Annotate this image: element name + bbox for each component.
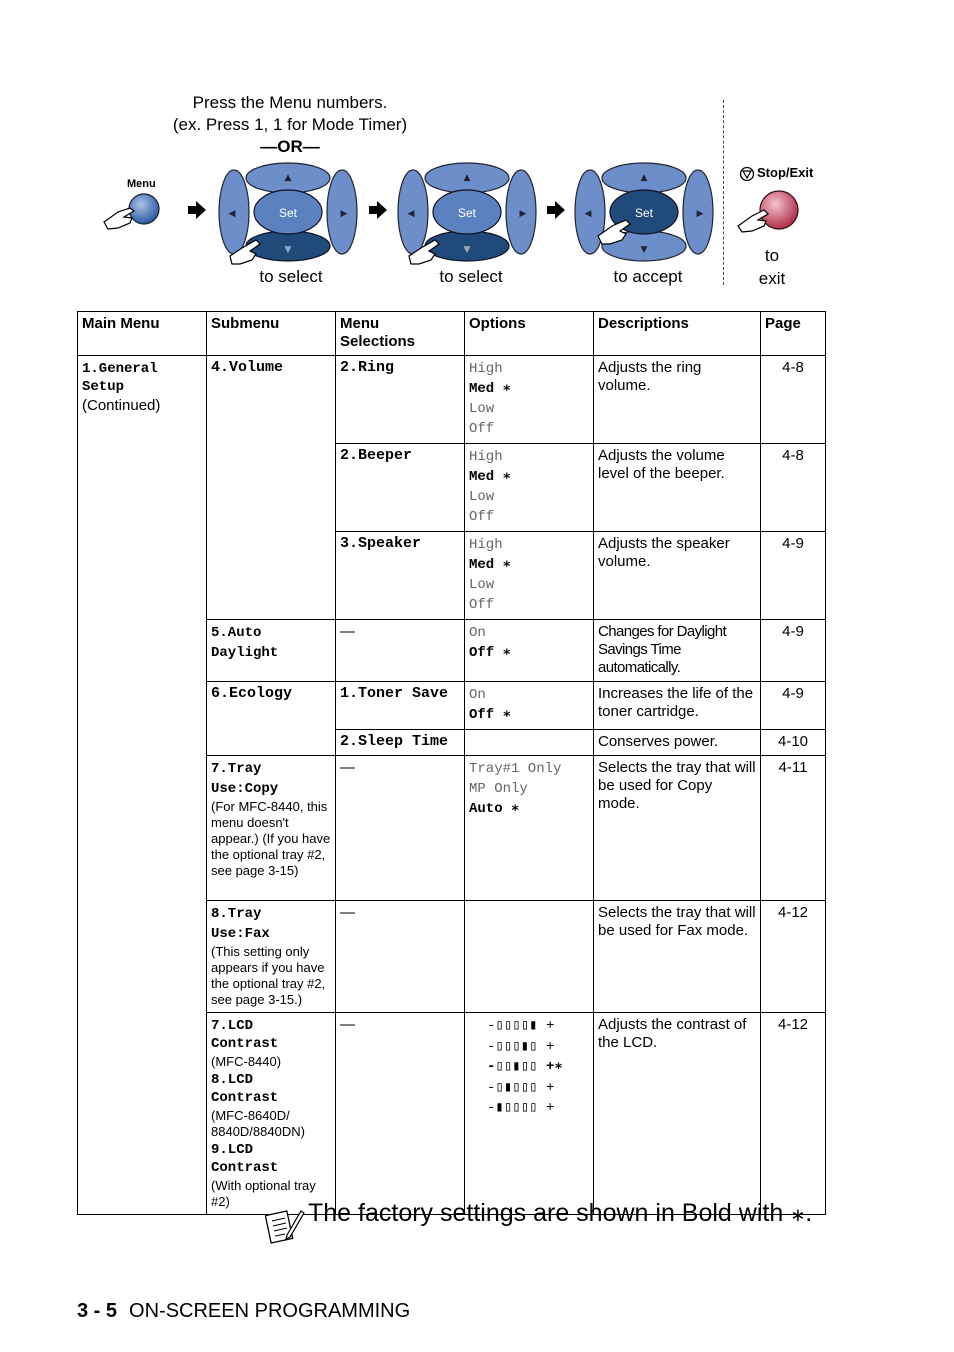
page-ring: 4-8 (761, 356, 826, 444)
page-tray-copy: 4-11 (761, 756, 826, 901)
step-3-caption: to accept (613, 267, 683, 286)
svg-text:▼: ▼ (463, 245, 471, 255)
table-header-row (78, 312, 826, 356)
svg-text:▲: ▲ (284, 173, 292, 183)
options-lcd-contrast (465, 1013, 594, 1215)
step-1-caption: to select (259, 267, 323, 286)
header-page: Page (761, 312, 826, 356)
instruction-block (150, 92, 430, 158)
selection-tray-copy: — (336, 756, 465, 901)
menu-button-icon (100, 190, 165, 235)
dashed-divider (723, 100, 724, 285)
page-beeper: 4-8 (761, 444, 826, 532)
stop-exit-button-icon (734, 188, 804, 236)
contrast-level: -▮▯▯▯▯ + (487, 1100, 555, 1116)
nav-pad-select-down-icon (395, 160, 540, 268)
submenu-auto-daylight: 5.Auto Daylight (207, 620, 336, 682)
section-title: ON-SCREEN PROGRAMMING (129, 1300, 411, 1322)
svg-text:▼: ▼ (284, 245, 292, 255)
or-label: —OR— (260, 137, 320, 156)
submenu-ecology: 6.Ecology (207, 682, 336, 756)
page-auto-daylight: 4-9 (761, 620, 826, 682)
page-sleep-time: 4-10 (761, 730, 826, 756)
svg-text:▲: ▲ (463, 173, 471, 183)
nav-pad-set-icon (572, 160, 717, 268)
selection-ring: 2.Ring (336, 356, 465, 444)
menu-button-label: Menu (127, 178, 156, 190)
default-marker-icon: ∗ (502, 645, 512, 661)
arrow-right-icon (186, 200, 208, 220)
nav-pad-select-down-icon (216, 160, 361, 268)
contrast-level-default: -▯▯▮▯▯ +∗ (487, 1059, 563, 1075)
options-auto-daylight: On Off ∗ (465, 620, 594, 682)
selection-toner-save: 1.Toner Save (336, 682, 465, 730)
svg-text:▶: ▶ (340, 209, 348, 219)
svg-text:◀: ◀ (228, 209, 236, 219)
factory-settings-note: The factory settings are shown in Bold with ∗. (308, 1199, 813, 1227)
header-menu-selections: Menu Selections (336, 312, 465, 356)
header-submenu: Submenu (207, 312, 336, 356)
contrast-level: -▯▮▯▯▯ + (487, 1079, 555, 1096)
description-beeper: Adjusts the volume level of the beeper. (594, 444, 761, 532)
contrast-level: -▯▯▯▯▮ + (487, 1018, 555, 1034)
submenu-lcd-contrast: 7.LCD Contrast (MFC-8440) 8.LCD Contrast (MFC-8640D/ 8840D/8840DN) 9.LCD Contrast (With optional tray #2) (207, 1013, 336, 1215)
page-speaker: 4-9 (761, 532, 826, 620)
selection-beeper: 2.Beeper (336, 444, 465, 532)
description-ring: Adjusts the ring volume. (594, 356, 761, 444)
default-marker-icon: ∗ (554, 1059, 563, 1075)
contrast-level: -▯▯▯▮▯ + (487, 1038, 555, 1055)
arrow-right-icon (367, 200, 389, 220)
stop-exit-label: Stop/Exit (757, 165, 814, 180)
set-label: Set (457, 206, 477, 220)
description-tray-copy: Selects the tray that will be used for Copy mode. (594, 756, 761, 901)
main-menu-cell: 1.General Setup (Continued) (78, 356, 207, 1215)
svg-text:◀: ◀ (584, 209, 592, 219)
page-footer (77, 1300, 410, 1323)
options-speaker: High Med ∗ Low Off (465, 532, 594, 620)
svg-text:▶: ▶ (519, 209, 527, 219)
exit-caption: to exit (758, 246, 786, 288)
default-marker-icon: ∗ (502, 381, 512, 397)
submenu-tray-copy: 7.Tray Use:Copy (For MFC-8440, this menu doesn't appear.) (If you have the optional tray #2, see page 3-15) (207, 756, 336, 901)
instruction-line-2: (ex. Press 1, 1 for Mode Timer) (172, 115, 408, 134)
options-sleep-time (465, 730, 594, 756)
svg-text:▶: ▶ (696, 209, 704, 219)
submenu-tray-fax: 8.Tray Use:Fax (This setting only appears if you have the optional tray #2, see page 3-15.) (207, 901, 336, 1013)
options-ring: High Med ∗ Low Off (465, 356, 594, 444)
description-lcd-contrast: Adjusts the contrast of the LCD. (594, 1013, 761, 1215)
description-speaker: Adjusts the speaker volume. (594, 532, 761, 620)
submenu-volume: 4.Volume (207, 356, 336, 620)
stop-icon (739, 166, 755, 182)
header-descriptions: Descriptions (594, 312, 761, 356)
memo-pencil-icon (265, 1205, 305, 1245)
header-options: Options (465, 312, 594, 356)
description-sleep-time: Conserves power. (594, 730, 761, 756)
default-marker-icon: ∗ (502, 707, 512, 723)
page-toner-save: 4-9 (761, 682, 826, 730)
selection-speaker: 3.Speaker (336, 532, 465, 620)
options-beeper: High Med ∗ Low Off (465, 444, 594, 532)
options-toner-save: On Off ∗ (465, 682, 594, 730)
page-lcd-contrast: 4-12 (761, 1013, 826, 1215)
default-marker-icon: ∗ (511, 801, 520, 817)
menu-table (77, 311, 826, 1215)
arrow-right-icon (545, 200, 567, 220)
table-row (78, 356, 826, 444)
description-auto-daylight: Changes for Daylight Savings Time automatically. (594, 620, 761, 682)
options-tray-copy: Tray#1 Only MP Only Auto ∗ (465, 756, 594, 901)
set-label: Set (634, 206, 654, 220)
description-toner-save: Increases the life of the toner cartridge. (594, 682, 761, 730)
default-marker-icon: ∗ (502, 469, 512, 485)
description-tray-fax: Selects the tray that will be used for Fax mode. (594, 901, 761, 1013)
svg-text:▲: ▲ (640, 173, 648, 183)
default-marker-icon: ∗ (790, 1205, 806, 1226)
set-label: Set (278, 206, 298, 220)
selection-tray-fax: — (336, 901, 465, 1013)
svg-text:◀: ◀ (407, 209, 415, 219)
svg-text:▼: ▼ (640, 245, 648, 255)
step-2-caption: to select (439, 267, 503, 286)
selection-sleep-time: 2.Sleep Time (336, 730, 465, 756)
default-marker-icon: ∗ (502, 557, 512, 573)
options-tray-fax (465, 901, 594, 1013)
selection-auto-daylight: — (336, 620, 465, 682)
instruction-line-1: Press the Menu numbers. (192, 93, 388, 112)
page-number: 3 - 5 (77, 1300, 118, 1322)
page-tray-fax: 4-12 (761, 901, 826, 1013)
selection-lcd-contrast: — (336, 1013, 465, 1215)
header-main-menu: Main Menu (78, 312, 207, 356)
